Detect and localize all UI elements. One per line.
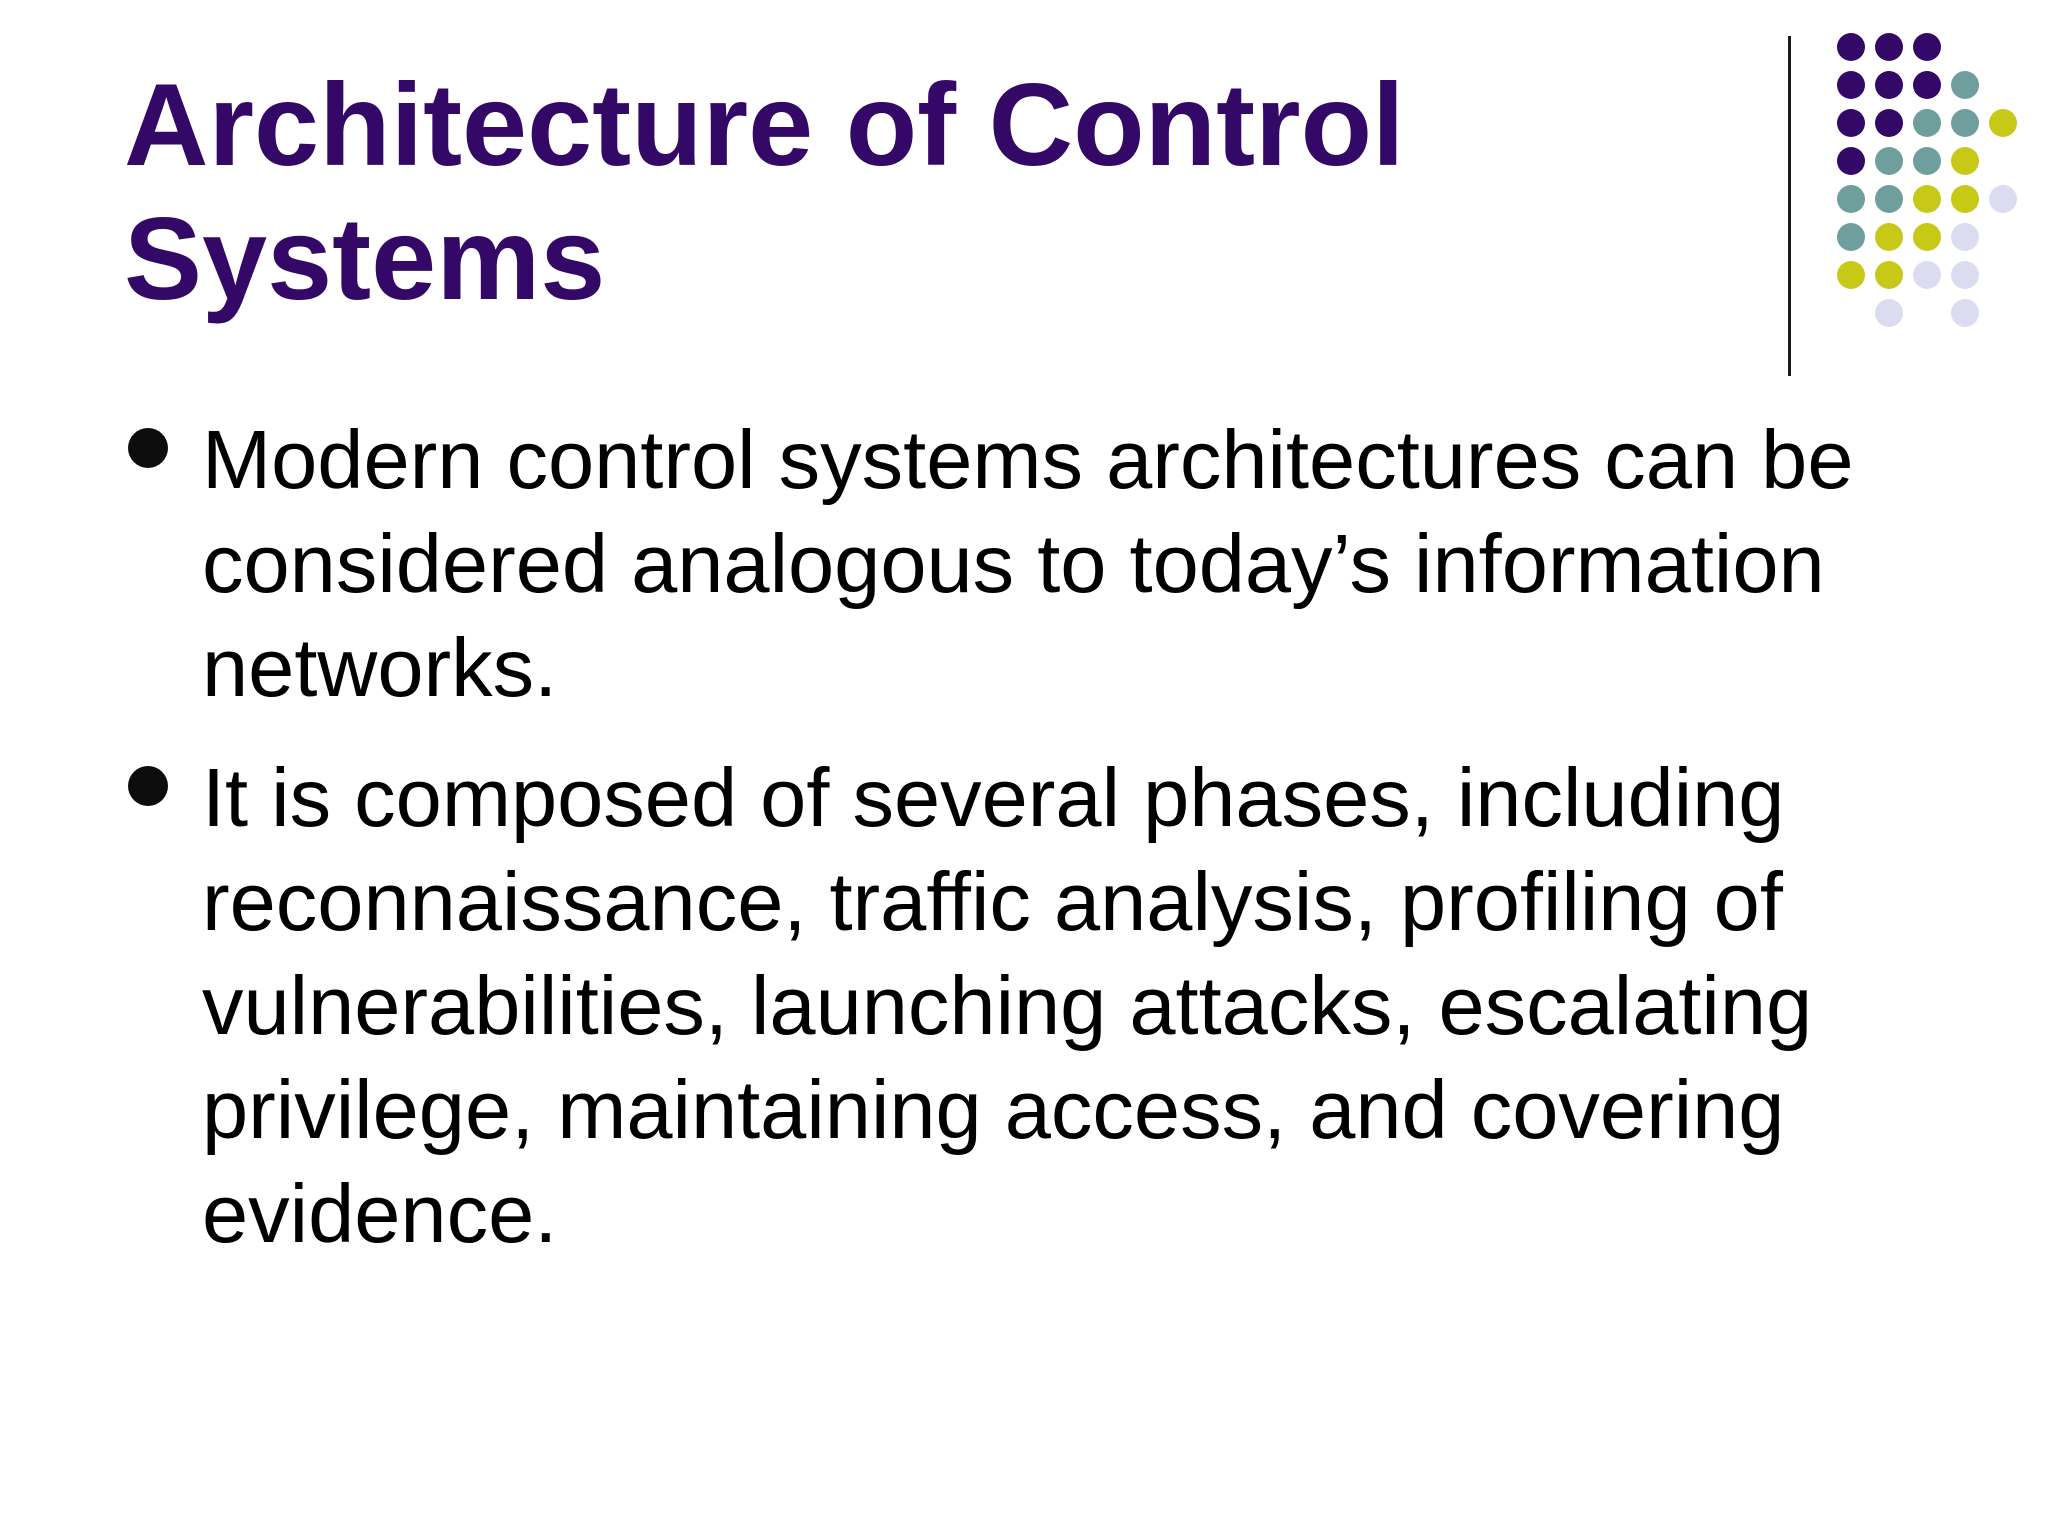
bullet-text [202,408,1984,720]
decor-dot-lavender [1951,223,1979,251]
bullet-text [202,746,1984,1266]
decor-dot-purple [1837,147,1865,175]
decor-dot-teal [1875,185,1903,213]
decor-dot-teal [1913,109,1941,137]
decor-dot-purple [1837,109,1865,137]
bullet-line: evidence. [202,1167,558,1260]
bullet-line: It is composed of several phases, including [202,751,1785,844]
bullet-line: Modern control systems architectures can be [202,413,1854,506]
decor-dot-lavender [1875,299,1903,327]
bullet-line: reconnaissance, traffic analysis, profiling of [202,855,1783,948]
decor-dot-teal [1951,71,1979,99]
decor-dot-teal [1837,223,1865,251]
decor-dot-olive [1913,223,1941,251]
decor-dot-lavender [1951,261,1979,289]
bullet-icon [128,428,168,468]
decor-dot-teal [1913,147,1941,175]
bullet-line: networks. [202,621,558,714]
bullet-line: privilege, maintaining access, and covering [202,1063,1785,1156]
bullet-line: vulnerabilities, launching attacks, escalating [202,959,1813,1052]
bullet-icon [128,766,168,806]
decor-dot-purple [1875,71,1903,99]
decor-dot-purple [1913,33,1941,61]
decor-dot-lavender [1913,261,1941,289]
decor-dot-purple [1875,33,1903,61]
decorative-dot-grid [0,0,2048,400]
decor-dot-purple [1913,71,1941,99]
bullet-item-1 [124,408,1984,720]
decor-dot-olive [1837,261,1865,289]
decor-dot-lavender [1951,299,1979,327]
decor-dot-olive [1951,147,1979,175]
decor-dot-olive [1913,185,1941,213]
decor-dot-purple [1837,71,1865,99]
decor-dot-teal [1837,185,1865,213]
decor-dot-olive [1875,223,1903,251]
decor-dot-teal [1875,147,1903,175]
bullet-list [124,408,1984,1292]
decor-dot-olive [1951,185,1979,213]
slide-title-line-1: Architecture of Control [124,59,1405,190]
bullet-line: considered analogous to today’s information [202,517,1825,610]
decor-dot-purple [1875,109,1903,137]
decor-dot-olive [1989,109,2017,137]
decor-dot-olive [1875,261,1903,289]
decor-dot-teal [1951,109,1979,137]
decor-dot-lavender [1989,185,2017,213]
slide-title-line-2: Systems [124,193,606,324]
bullet-item-2 [124,746,1984,1266]
decor-dot-purple [1837,33,1865,61]
